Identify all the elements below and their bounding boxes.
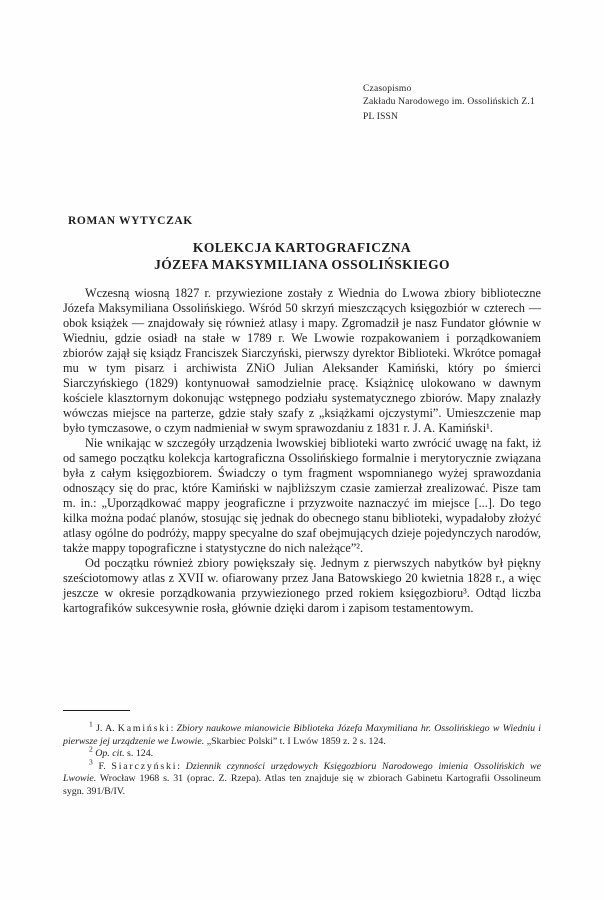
- journal-name: Czasopismo: [363, 84, 412, 94]
- body-paragraph: Nie wnikając w szczegóły urządzenia lwowskiej biblioteki warto zwrócić uwagę na fakt, iż od samego początku kolekcja kartograficzna Ossolińskiego formalnie i merytorycznie związana była z całym księgozbiorem. Świadczy o tym fragment wspomnianego wyżej sprawozdania odnoszący się do prac, które Kamiński w najbliższym czasie zamierzał zrealizować. Pisze tam m. in.: „Uporządkować mappy jeograficzne i przyzwoite naznaczyć im miejsce [...]. Do tego kilka można podać planów, stosując się jednak do obecnego stanu biblioteki, wypadałoby złożyć atlasy ogólne do podróży, mappy specyalne do szaf obejmujących dzieje pojedynczych narodów, także mappy topograficzne i statystyczne do nich należące”².: [63, 436, 541, 555]
- issn-line: PL ISSN: [363, 112, 399, 122]
- footnote-separator: [63, 710, 130, 711]
- body-paragraph: Od początku również zbiory powiększały się. Jednym z pierwszych nabytków był piękny sześciotomowy atlas z XVII w. ofiarowany przez Jana Batowskiego 20 kwietnia 1828 r., a więc jeszcze w okresie porządkowania przywiezionego przed rokiem księgozbioru³. Odtąd liczba kartografików sukcesywnie rosła, głównie dzięki darom i zapisom testamentowym.: [63, 556, 541, 615]
- article-title-line2: JÓZEFA MAKSYMILIANA OSSOLIŃSKIEGO: [154, 256, 450, 272]
- footnote-1-author: Kamiński: [117, 723, 171, 734]
- body-paragraph: Wczesną wiosną 1827 r. przywiezione zostały z Wiednia do Lwowa zbiory biblioteczne Józefa Maksymiliana Ossolińskiego. Wśród 50 skrzyń mieszczących księgozbiór w czterech — obok książek — znajdowały się również atlasy i mapy. Zgromadził je nasz Fundator głównie w Wiedniu, gdzie osiadł na stałe w 1789 r. We Lwowie rozpakowaniem i porządkowaniem zbiorów zajął się ksiądz Franciszek Siarczyński, pierwszy dyrektor Biblioteki. Wkrótce pomagał mu w tym pisarz i archiwista ZNiO Julian Aleksander Kamiński, który po śmierci Siarczyńskiego (1829) kontynuował samodzielnie pracę. Książnicę ulokowano w dawnym kościele klasztornym dokonując wstępnego podziału systematycznego zbiorów. Mapy znalazły wówczas miejsce na parterze, gdzie stały szafy z „książkami ojczystymi”. Umieszczenie map było tymczasowe, o czym nadmieniał w swym sprawozdaniu z 1831 r. J. A. Kamiński¹.: [63, 286, 541, 435]
- author-name: ROMAN WYTYCZAK: [68, 215, 193, 227]
- footnote-1-rest: „Skarbiec Polski” t. I Lwów 1859 z. 2 s. 124.: [204, 735, 386, 747]
- footnote-3-author: Siarczyński: [111, 760, 178, 772]
- footnote-3: [63, 757, 541, 799]
- footnote-2: [63, 744, 541, 761]
- footnote-3-rest: Wrocław 1968 s. 31 (oprac. Z. Rzepa). Atlas ten znajduje się w zbiorach Gabinetu Kartografii Ossolineum sygn. 391/B/IV.: [63, 773, 541, 797]
- publisher-institution: Zakładu Narodowego im. Ossolińskich Z.1: [363, 96, 535, 107]
- article-body: [63, 286, 541, 616]
- footnote-1-prefix: J. A.: [92, 723, 118, 734]
- footnote-1-colon: :: [170, 723, 177, 734]
- publisher-imprint: [363, 83, 535, 124]
- footnote-1-title: Zbiory naukowe mianowicie Biblioteka Józefa Maxymiliana hr. Ossolińskiego w Wiedniu i pierwsze jej urządzenie we Lwowie.: [63, 723, 541, 747]
- footnote-2-rest: s. 124.: [124, 748, 154, 760]
- footnote-3-prefix: F.: [92, 760, 112, 772]
- footnote-2-marker: 2: [89, 744, 93, 754]
- footnote-3-colon: :: [177, 760, 186, 772]
- article-title-line1: KOLEKCJA KARTOGRAFICZNA: [192, 240, 412, 255]
- footnote-2-opcit: Op. cit.: [92, 748, 125, 760]
- footnote-3-marker: 3: [89, 757, 93, 767]
- footnote-1-marker: 1: [89, 719, 93, 729]
- article-title: [63, 240, 541, 273]
- footnotes-block: [63, 719, 541, 799]
- footnote-3-title: Dziennik czynności urzędowych Księgozbioru Narodowego imienia Ossolińskich we Lwowie.: [63, 760, 541, 785]
- footnote-1: [63, 719, 541, 748]
